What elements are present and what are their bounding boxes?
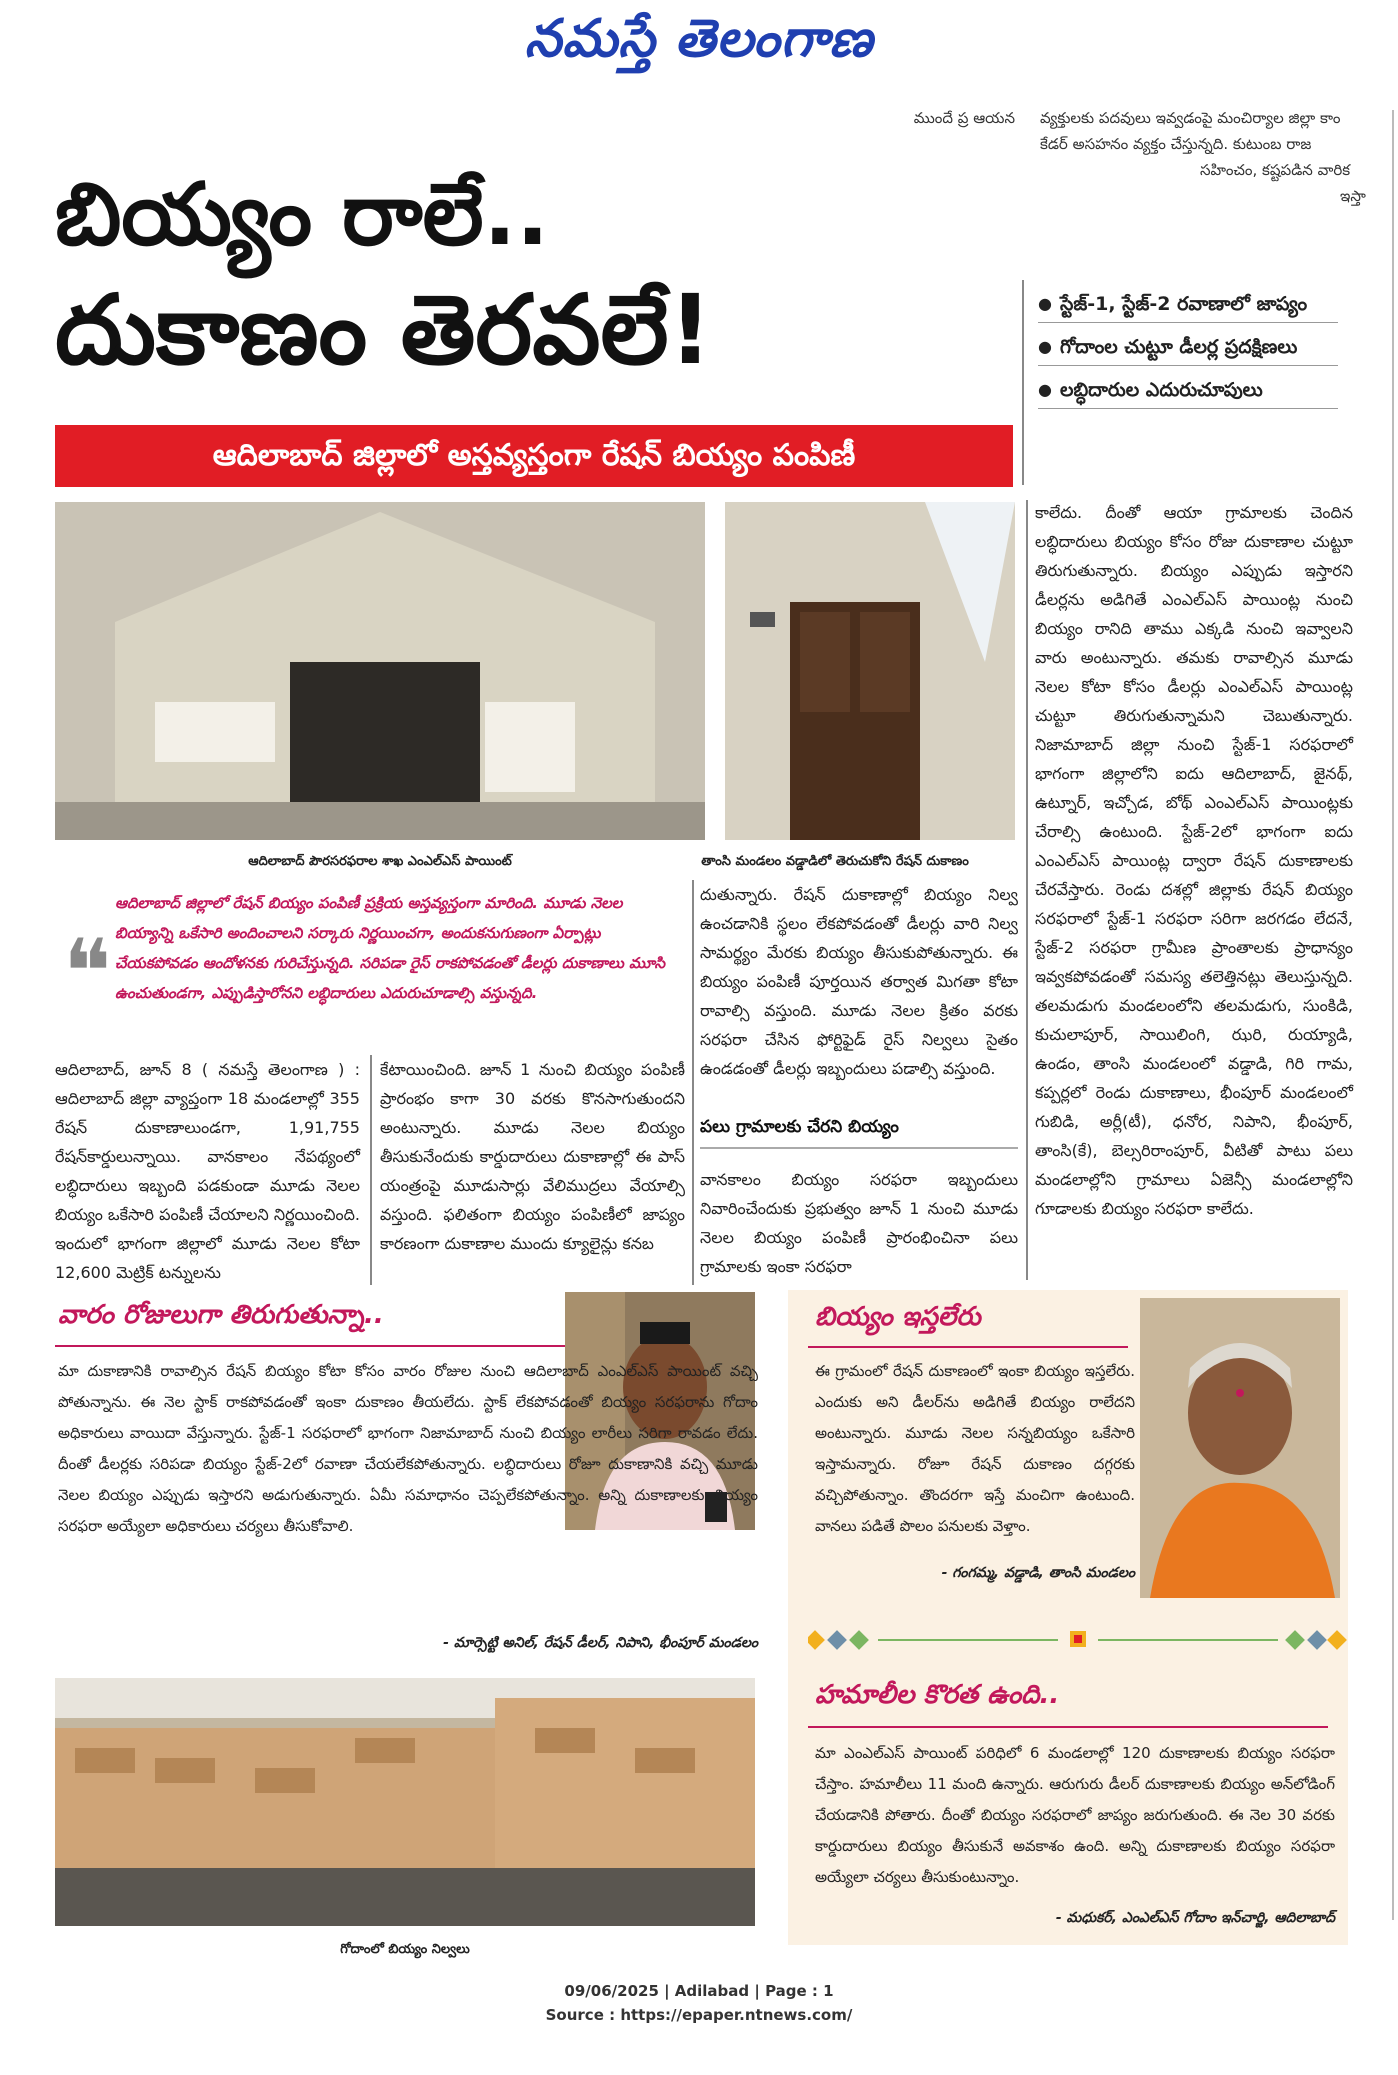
top-fragment-left: ముందే ప్ర ఆయన (913, 109, 1015, 127)
box-left-heading: వారం రోజులుగా తిరుగుతున్నా.. (58, 1300, 384, 1330)
rice-sacks-photo-icon (55, 1678, 755, 1926)
bullet-item: ● గోదాంల చుట్టూ డీలర్ల ప్రదక్షిణలు (1038, 333, 1338, 366)
door-photo-icon (725, 502, 1015, 840)
box-right-bottom-rule (808, 1726, 1328, 1728)
photo-closed-shop (725, 502, 1015, 840)
footer-source: Source : https://epaper.ntnews.com/ (545, 2006, 853, 2024)
right-column-text: కాలేదు. దీంతో ఆయా గ్రామాలకు చెందిన లబ్ధిదారులు బియ్యం కోసం రోజు దుకాణాల చుట్టూ తిరుగుతున్నారు. బియ్యం ఎప్పుడు ఇస్తారని డీలర్లను అడిగితే ఎంఎల్‌ఎస్ పాయింట్ల నుంచి బియ్యం రానిది తాము ఎక్కడి నుంచి ఇవ్వాలని వారు అంటున్నారు. తమకు రావాల్సిన మూడు నెలల కోటా కోసం డీలర్లు ఎంఎల్‌ఎస్ పాయింట్ల చుట్టూ తిరుగుతున్నామని చెబుతున్నారు. నిజామాబాద్ జిల్లా నుంచి స్టేజ్-1 సరఫరాలో భాగంగా జిల్లాలోని ఐదు ఆదిలాబాద్, జైనథ్, ఉట్నూర్, ఇచ్చోడ, బోథ్ ఎంఎల్‌ఎస్ పాయింట్లకు చేరాల్సి ఉంటుంది. స్టేజ్-2లో భాగంగా ఐదు ఎంఎల్‌ఎస్ పాయింట్ల ద్వారా రేషన్ దుకాణాలకు చేరవేస్తారు. రెండు దశల్లో జిల్లాకు రేషన్ బియ్యం సరఫరాలో స్టేజ్-1 సరఫరా సరిగా జరగడం లేదనే, స్టేజ్-2 సరఫరా గ్రామీణ ప్రాంతాలకు ప్రాధాన్యం ఇవ్వకపోవడంతో సమస్య తలెత్తినట్లు తెలుస్తున్నది. తలమడుగు మండలంలోని తలమడుగు, సుంకిడి, కుచులాపూర్, సాయిలింగి, ఝరి, రుయ్యాడి, ఉండం, తాంసి మండలంలో వడ్డాడి, గిరి గామ, కప్పర్లలో రెండు దుకాణాలు, భీంపూర్ మండలంలో గుబిడి, అర్లీ(టీ), ధనోర, నిపాని, భీంపూర్, తాంసి(కే), బెల్సరిరాంపూర్, వీటితో పాటు పలు మండలాల్లోని గ్రామాలు ఏజెన్సీ మండలాల్లోని గూడాలకు బియ్యం సరఫరా కాలేదు. (1035, 503, 1353, 1218)
column-divider (370, 1055, 372, 1285)
caption-rice-stock: గోదాంలో బియ్యం నిల్వలు (340, 1942, 470, 1957)
column-divider (1026, 500, 1028, 1280)
top-fragment-right-4: ఇస్తా (1340, 187, 1366, 205)
summary-bullets (1038, 290, 1338, 419)
ornament-divider-icon (808, 1625, 1348, 1655)
box-left-attribution: - మార్సెట్టి అనిల్, రేషన్ డీలర్, నిపాని, భీంపూర్ మండలం (443, 1635, 758, 1651)
body-column-1: ఆదిలాబాద్, జూన్ 8 ( నమస్తే తెలంగాణ ) : ఆదిలాబాద్ జిల్లా వ్యాప్తంగా 18 మండలాల్లో 355 రేషన్ దుకాణాలుండగా, 1,91,755 రేషన్‌కార్డులున్నాయి. వానకాలం నేపథ్యంలో లబ్ధిదారులు ఇబ్బంది పడకుండా మూడు నెలల బియ్యం ఒకేసారి పంపిణీ చేయాలని నిర్ణయించింది. ఇందులో భాగంగా జిల్లాలో మూడు నెలల కోటా 12,600 మెట్రిక్ టన్నులను (55, 1060, 360, 1282)
bullet-divider (1022, 280, 1024, 485)
box-left-rule (55, 1345, 565, 1347)
body-column-2: కేటాయించింది. జూన్ 1 నుంచి బియ్యం పంపిణీ ప్రారంభం కాగా 30 వరకు కొనసాగుతుందని అంటున్నారు. మూడు నెలల బియ్యం తీసుకునేందుకు కార్డుదారులు దుకాణాల్లో ఈ పాస్ యంత్రంపై మూడుసార్లు వేలిముద్రలు వేయాల్సి వస్తుంది. ఫలితంగా బియ్యం పంపిణీలో జాప్యం కారణంగా దుకాణాల ముందు క్యూలైన్లు కనబ (380, 1060, 685, 1253)
caption-closed-shop: తాంసి మండలం వడ్డాడిలో తెరుచుకోని రేషన్ దుకాణం (701, 854, 969, 869)
caption-mls-point: ఆదిలాబాద్ పౌరసరఫరాల శాఖ ఎంఎల్‌ఎస్ పాయింట్ (248, 854, 512, 869)
box-right-bottom-heading: హమాలీల కొరత ఉంది.. (815, 1680, 1060, 1710)
footer-date-page: 09/06/2025 | Adilabad | Page : 1 (564, 1982, 834, 2000)
box-right-top-text: ఈ గ్రామంలో రేషన్ దుకాణంలో ఇంకా బియ్యం ఇస్తలేరు. ఎందుకు అని డీలర్‌ను అడిగితే బియ్యం రాలేదని అంటున్నారు. మూడు నెలల సన్నబియ్యం ఒకేసారి ఇస్తామన్నారు. రోజూ రేషన్ దుకాణం దగ్గరకు వచ్చిపోతున్నాం. తొందరగా ఇస్తే మంచిగా ఉంటుంది. వానలు పడితే పొలం పనులకు వెళ్తాం. (815, 1362, 1135, 1535)
bullet-item: ● స్టేజ్-1, స్టేజ్-2 రవాణాలో జాప్యం (1038, 290, 1338, 323)
masthead-title: నమస్తే తెలంగాణ (524, 8, 874, 69)
top-fragment-right-2: కేడర్ అసహనం వ్యక్తం చేస్తున్నది. కుటుంబ రాజ (1040, 135, 1312, 153)
box-right-bottom-text: మా ఎంఎల్‌ఎస్ పాయింట్ పరిధిలో 6 మండలాల్లో 120 దుకాణాలకు బియ్యం సరఫరా చేస్తాం. హమాలీలు 11 మంది ఉన్నారు. ఆరుగురు డీలర్ దుకాణాలకు బియ్యం అన్‌లోడింగ్ చేయడానికి పోతారు. దీంతో బియ్యం సరఫరాలో జాప్యం జరుగుతుంది. ఈ నెల 30 వరకు కార్డుదారులు బియ్యం తీసుకునే అవకాశం ఉంది. అన్ని దుకాణాలకు బియ్యం సరఫరా అయ్యేలా చర్యలు తీసుకుంటున్నాం. (815, 1744, 1335, 1886)
photo-rice-stock (55, 1678, 755, 1926)
page-edge-rule (1392, 110, 1394, 1920)
headline-line-1: బియ్యం రాలే.. (55, 165, 549, 265)
top-fragment-right-1: వ్యక్తులకు పదవులు ఇవ్వడంపై మంచిర్యాల జిల్లా కాం (1040, 109, 1341, 127)
headline-line-2: దుకాణం తెరవలే! (55, 274, 713, 386)
body-column-3-bottom: వానకాలం బియ్యం సరఫరా ఇబ్బందులు నివారించేందుకు ప్రభుత్వం జూన్ 1 నుంచి మూడు నెలల బియ్యం పంపిణీ ప్రారంభించినా పలు గ్రామాలకు ఇంకా సరఫరా (700, 1170, 1018, 1276)
box-right-top-heading: బియ్యం ఇస్తలేరు (815, 1302, 981, 1332)
column-divider (692, 880, 694, 1285)
headline-deck: ఆదిలాబాద్ జిల్లాలో అస్తవ్యస్తంగా రేషన్ బియ్యం పంపిణీ (55, 425, 1013, 487)
photo-mls-point (55, 502, 705, 840)
photo-gangamma (1140, 1298, 1340, 1598)
masthead (0, 8, 1398, 88)
quote-icon: ❝ (63, 920, 112, 1025)
bullet-item: ● లబ్ధిదారుల ఎదురుచూపులు (1038, 376, 1338, 409)
box-right-bottom-attribution: - మధుకర్, ఎంఎల్‌ఎస్ గోదాం ఇన్‌చార్జి, ఆదిలాబాద్ (1055, 1910, 1335, 1926)
top-fragment-right-3: సహించం, కష్టపడిన వారిక (1200, 161, 1351, 179)
pull-quote (55, 888, 675, 1025)
pull-quote-text: ఆదిలాబాద్ జిల్లాలో రేషన్ బియ్యం పంపిణీ ప్రక్రియ అస్తవ్యస్తంగా మారింది. మూడు నెలల బియ్యాన్ని ఒకేసారి అందించాలని సర్కారు నిర్ణయించగా, అందుకనుగుణంగా ఏర్పాట్లు చేయకపోవడం ఆందోళనకు గురిచేస్తున్నది. సరిపడా రైస్ రాకపోవడంతో డీలర్లు దుకాణాలు మూసి ఉంచుతుండగా, ఎప్పుడిస్తారోనని లబ్ధిదారులు ఎదురుచూడాల్సి వస్తున్నది. (115, 894, 666, 1002)
box-right-top-attribution: - గంగమ్మ, వడ్డాడి, తాంసి మండలం (941, 1565, 1135, 1581)
box-right-top-rule (808, 1346, 1128, 1348)
warehouse-photo-icon (55, 502, 705, 840)
box-left-text: మా దుకాణానికి రావాల్సిన రేషన్ బియ్యం కోటా కోసం వారం రోజుల నుంచి ఆదిలాబాద్ ఎంఎల్‌ఎస్ పాయింట్ వచ్చి పోతున్నాను. ఈ నెల స్టాక్ రాకపోవడంతో ఇంకా దుకాణం తీయలేదు. స్టాక్ లేకపోవడంతో బియ్యం సరఫరాను గోదాం అధికారులు వాయిదా వేస్తున్నారు. స్టేజ్-1 సరఫరాలో భాగంగా నిజామాబాద్ నుంచి బియ్యం లారీలు సరిగా రావడం లేదు. దీంతో డీలర్లకు సరిపడా బియ్యం స్టేజ్-2లో రవాణా చేయలేకపోతున్నారు. లబ్ధిదారులు రోజూ దుకాణానికి వచ్చి మూడు నెలల బియ్యం ఎప్పుడు ఇస్తారని అడుగుతున్నారు. ఏమీ సమాధానం చెప్పలేకపోతున్నాం. అన్ని దుకాణాలకు బియ్యం సరఫరా అయ్యేలా అధికారులు చర్యలు తీసుకోవాలి. (58, 1362, 758, 1535)
subhead-villages: పలు గ్రామాలకు చేరని బియ్యం (700, 1117, 1018, 1149)
mid-column-top-text: దుతున్నారు. రేషన్ దుకాణాల్లో బియ్యం నిల్వ ఉంచడానికి స్థలం లేకపోవడంతో డీలర్లు వారి నిల్వ సామర్థ్యం మేరకు బియ్యం తీసుకుపోతున్నారు. ఈ బియ్యం పంపిణీ పూర్తయిన తర్వాత మిగతా కోటా రావాల్సి వస్తుంది. మూడు నెలల క్రితం వరకు సరఫరా చేసిన ఫోర్టిఫైడ్ రైస్ నిల్వలు సైతం ఉండడంతో డీలర్లు ఇబ్బందులు పడాల్సి వస్తుంది. (700, 885, 1018, 1078)
woman-photo-icon (1140, 1298, 1340, 1598)
